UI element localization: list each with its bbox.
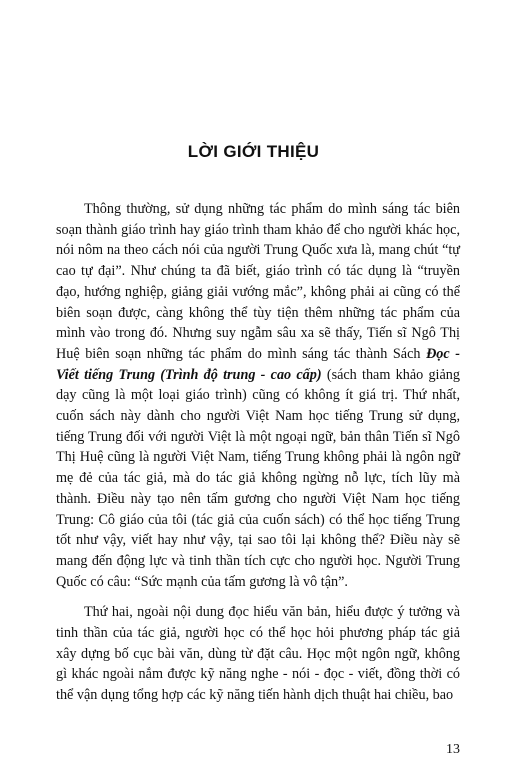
page-title: LỜI GIỚI THIỆU [187,142,320,161]
book-title: Đọc - Viết tiếng Trung (Trình độ trung - cao cấp) [56,345,460,383]
paragraph-2: Thứ hai, ngoài nội dung đọc hiểu văn bản, hiểu được ý tưởng và tinh thần của tác giả, người học có thể học hỏi phương pháp tác giả xây dựng bố cục bài văn, dùng từ đặt câu. Học một ngôn ngữ, không gì khác ngoài nắm được kỹ năng nghe - nói - đọc - viết, đồng thời có thể vận dụng tổng hợp các kỹ năng tiến hành dịch thuật hai chiều, bao [56,604,460,704]
page-number: 13 [446,742,460,757]
paragraph-1 [56,199,460,592]
paragraph-1-text-a: Thông thường, sử dụng những tác phẩm do mình sáng tác biên soạn thành giáo trình hay giáo trình tham khảo để cho người khác học, nói nôm na theo cách nói của người Trung Quốc xưa là, mang chút “tự cao tự đại”. Như chúng ta đã biết, giáo trình có tác dụng là “truyền đạo, hướng nghiệp, giảng giải vướng mắc”, không phải ai cũng có thể biên soạn được, càng không thể tùy tiện thêm những tác phẩm của mình vào trong đó. Nhưng suy ngẫm sâu xa sẽ thấy, Tiến sĩ Ngô Thị Huệ biên soạn những tác phẩm do mình sáng tác thành Sách [56,201,460,362]
paragraph-1-text-b: (sách tham khảo giảng dạy cũng là một loại giáo trình) cũng có không ít giá trị. Thứ nhất, cuốn sách này dành cho người Việt Nam học tiếng Trung sử dụng, tiếng Trung đối với người Việt là một ngoại ngữ, bản thân Tiến sĩ Ngô Thị Huệ cũng là người Việt Nam, tiếng Trung không phải là ngôn ngữ mẹ đẻ của tác giả, mà do tác giả không ngừng nỗ lực, tích lũy mà thành. Điều này tạo nên tấm gương cho người Việt Nam học tiếng Trung: Cô giáo của tôi (tác giả của cuốn sách) có thể học tiếng Trung tốt như vậy, viết hay như vậy, tại sao tôi lại không thể? Điều này sẽ mang đến động lực và tinh thần tích cực cho người học. Người Trung Quốc có câu: “Sức mạnh của tấm gương là vô tận”. [56,366,460,590]
body-text [56,199,460,706]
